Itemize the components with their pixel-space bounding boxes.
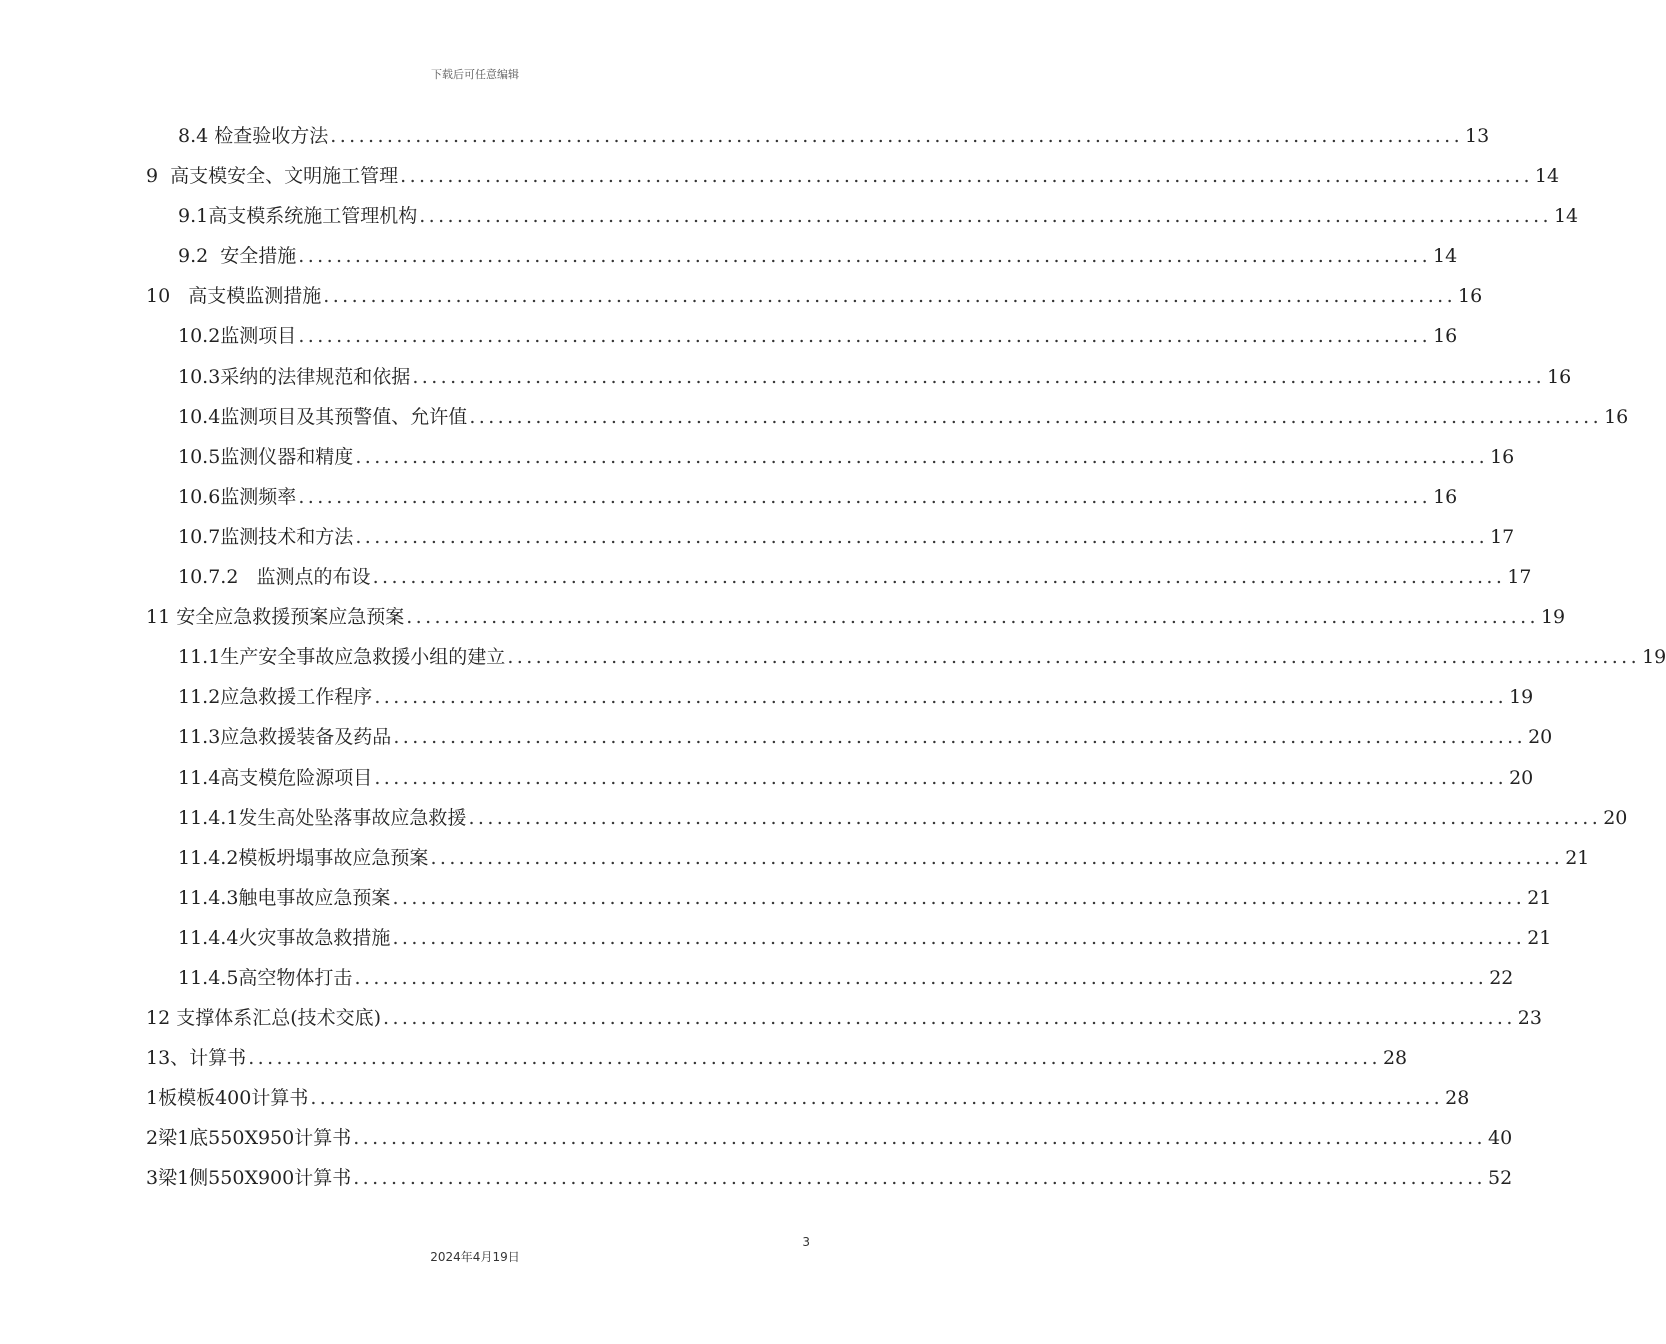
toc-entry[interactable] [146, 437, 1515, 477]
toc-leader-dots: ........................................................................................................................ [354, 966, 1488, 989]
toc-entry-title: 10.2监测项目 [178, 325, 297, 348]
toc-entry-title: 10.4监测项目及其预警值、允许值 [178, 405, 468, 428]
toc-entry-page: 21 [1565, 846, 1590, 869]
toc-entry-title: 1板模板400计算书 [146, 1087, 309, 1110]
toc-entry-title: 10.7监测技术和方法 [178, 525, 354, 548]
toc-entry-page: 16 [1433, 325, 1458, 348]
toc-entry-page: 21 [1527, 886, 1552, 909]
toc-entry[interactable] [146, 517, 1515, 557]
toc-entry-title: 11.4.3触电事故应急预案 [178, 886, 391, 909]
toc-entry-page: 16 [1490, 445, 1515, 468]
toc-entry[interactable] [146, 196, 1579, 236]
toc-entry-title: 9.2 安全措施 [178, 245, 297, 268]
toc-leader-dots: ........................................................................................................................ [355, 445, 1489, 468]
toc-entry-page: 20 [1603, 806, 1628, 829]
toc-entry[interactable] [146, 1038, 1408, 1078]
toc-entry[interactable] [146, 798, 1628, 838]
toc-leader-dots: ........................................................................................................................ [330, 125, 1464, 147]
toc-entry-page: 16 [1547, 365, 1572, 388]
toc-leader-dots: ........................................................................................................................ [372, 566, 1506, 589]
toc-entry[interactable] [146, 397, 1629, 437]
toc-entry[interactable] [146, 156, 1560, 196]
toc-entry-page: 20 [1509, 766, 1534, 789]
toc-entry-page: 19 [1642, 646, 1666, 669]
toc-entry-title: 2梁1底550X950计算书 [146, 1127, 352, 1150]
toc-leader-dots: ........................................................................................................................ [406, 606, 1539, 629]
toc-entry[interactable] [146, 1118, 1513, 1158]
toc-entry-title: 11.4.5高空物体打击 [178, 966, 353, 989]
toc-entry[interactable] [146, 1158, 1513, 1198]
toc-entry-page: 28 [1382, 1047, 1408, 1070]
toc-entry[interactable] [146, 717, 1553, 757]
toc-entry[interactable] [146, 1078, 1470, 1118]
toc-leader-dots: ........................................................................................................................ [310, 1087, 1444, 1110]
toc-entry[interactable] [146, 918, 1552, 958]
toc-entry[interactable] [146, 677, 1534, 717]
toc-entry-page: 14 [1433, 245, 1458, 268]
toc-entry-title: 12 支撑体系汇总(技术交底) [146, 1007, 382, 1030]
toc-entry-title: 11.4.4火灾事故急救措施 [178, 926, 391, 949]
toc-leader-dots: ........................................................................................................................ [430, 846, 1564, 869]
toc-entry-title: 11 安全应急救援预案应急预案 [146, 606, 405, 629]
toc-leader-dots: ........................................................................................................................ [298, 245, 1432, 268]
toc-leader-dots: ........................................................................................................................ [400, 165, 1533, 188]
toc-entry-page: 40 [1487, 1127, 1513, 1150]
toc-leader-dots: ........................................................................................................................ [298, 325, 1432, 348]
toc-leader-dots: ........................................................................................................................ [353, 1127, 1486, 1150]
toc-entry[interactable] [146, 316, 1458, 356]
toc-entry-page: 16 [1433, 485, 1458, 508]
toc-leader-dots: ........................................................................................................................ [468, 806, 1602, 829]
toc-entry-page: 19 [1509, 686, 1534, 709]
toc-entry-title: 11.4.1发生高处坠落事故应急救援 [178, 806, 467, 829]
toc-entry-title: 10.5监测仪器和精度 [178, 445, 354, 468]
toc-entry-title: 10.7.2 监测点的布设 [178, 566, 371, 589]
toc-entry-title: 11.1生产安全事故应急救援小组的建立 [178, 646, 506, 669]
toc-entry-page: 16 [1458, 285, 1483, 308]
toc-entry-page: 14 [1534, 165, 1560, 188]
toc-entry-page: 20 [1528, 726, 1553, 749]
toc-entry[interactable] [146, 116, 1490, 156]
toc-entry-page: 17 [1507, 566, 1532, 589]
toc-entry[interactable] [146, 758, 1534, 798]
toc-entry-page: 28 [1445, 1087, 1470, 1110]
toc-entry[interactable] [146, 236, 1458, 276]
toc-leader-dots: ........................................................................................................................ [323, 285, 1457, 308]
toc-entry-page: 16 [1604, 405, 1629, 428]
toc-entry-page: 23 [1517, 1007, 1542, 1030]
toc-entry-page: 14 [1553, 205, 1579, 228]
toc-entry-title: 3梁1侧550X900计算书 [146, 1167, 352, 1190]
toc-entry-title: 11.3应急救援装备及药品 [178, 726, 392, 749]
page-number: 3 [802, 1235, 810, 1249]
toc-leader-dots: ........................................................................................................................ [412, 365, 1546, 388]
toc-leader-dots: ........................................................................................................................ [248, 1047, 1381, 1070]
toc-entry-title: 10 高支模监测措施 [146, 285, 322, 308]
table-of-contents [146, 116, 1666, 1199]
toc-entry[interactable] [146, 637, 1666, 677]
toc-leader-dots: ........................................................................................................................ [469, 405, 1603, 428]
page-header: 下载后可任意编辑 [431, 68, 519, 81]
toc-entry-page: 19 [1540, 606, 1566, 629]
toc-entry[interactable] [146, 276, 1483, 316]
toc-leader-dots: ........................................................................................................................ [419, 205, 1552, 228]
toc-leader-dots: ........................................................................................................................ [374, 766, 1508, 789]
toc-entry-title: 13、计算书 [146, 1047, 247, 1070]
toc-entry-page: 17 [1490, 525, 1515, 548]
toc-entry-title: 11.2应急救援工作程序 [178, 686, 373, 709]
toc-leader-dots: ........................................................................................................................ [393, 726, 1527, 749]
toc-leader-dots: ........................................................................................................................ [355, 525, 1489, 548]
toc-entry[interactable] [146, 357, 1572, 397]
toc-entry-page: 22 [1489, 966, 1514, 989]
toc-entry-page: 52 [1487, 1167, 1513, 1190]
toc-entry[interactable] [146, 597, 1566, 637]
toc-entry-title: 10.6监测频率 [178, 485, 297, 508]
toc-entry-title: 8.4 检查验收方法 [178, 125, 329, 147]
toc-leader-dots: ........................................................................................................................ [392, 886, 1526, 909]
toc-leader-dots: ........................................................................................................................ [507, 646, 1641, 669]
toc-leader-dots: ........................................................................................................................ [298, 485, 1432, 508]
toc-entry[interactable] [146, 838, 1590, 878]
toc-entry-title: 11.4.2模板坍塌事故应急预案 [178, 846, 429, 869]
toc-leader-dots: ........................................................................................................................ [392, 926, 1526, 949]
toc-entry-page: 21 [1527, 926, 1552, 949]
toc-entry[interactable] [146, 998, 1542, 1038]
toc-leader-dots: ........................................................................................................................ [383, 1007, 1516, 1030]
toc-entry-title: 9.1高支模系统施工管理机构 [178, 205, 418, 228]
page-footer-date: 2024年4月19日 [430, 1250, 520, 1264]
toc-entry-title: 9 高支模安全、文明施工管理 [146, 165, 399, 188]
toc-leader-dots: ........................................................................................................................ [353, 1167, 1486, 1190]
toc-entry-page: 13 [1465, 125, 1490, 147]
toc-entry-title: 11.4高支模危险源项目 [178, 766, 373, 789]
toc-entry[interactable] [146, 878, 1552, 918]
toc-entry[interactable] [146, 477, 1458, 517]
toc-leader-dots: ........................................................................................................................ [374, 686, 1508, 709]
toc-entry[interactable] [146, 958, 1514, 998]
toc-entry-title: 10.3采纳的法律规范和依据 [178, 365, 411, 388]
toc-entry[interactable] [146, 557, 1532, 597]
